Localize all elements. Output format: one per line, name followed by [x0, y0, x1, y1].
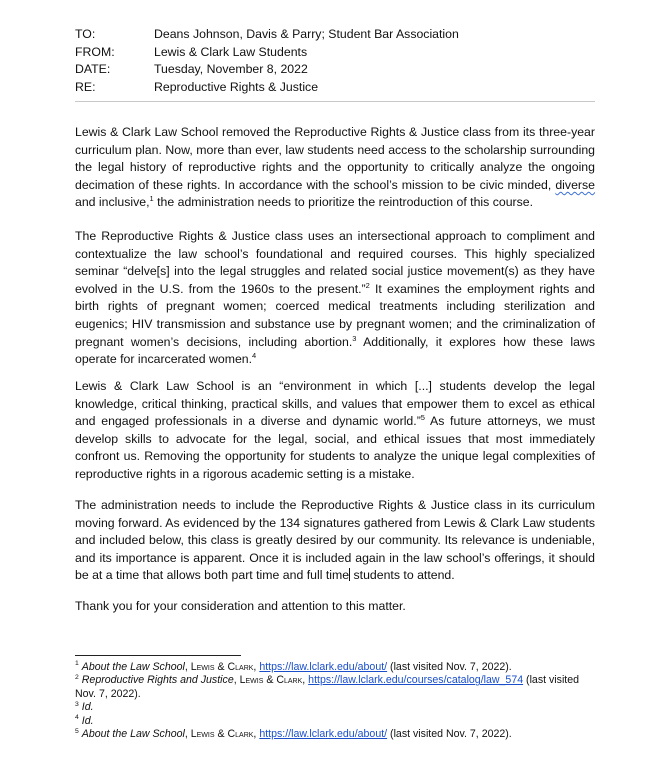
footnote-ref-1[interactable]: 1 — [149, 194, 154, 204]
footnote-separator — [75, 655, 241, 656]
footnotes — [75, 661, 595, 741]
footnote-ref-4[interactable]: 4 — [252, 351, 257, 361]
header-divider — [75, 101, 595, 102]
footnote-1: $^1$ About the Law School, Lewis & Clark, https://law.lclark.edu/about/ (last visited Nov. 7, 2022). — [75, 660, 512, 673]
footnote-2: $^2$ Reproductive Rights and Justice, Lewis & Clark, https://law.lclark.edu/courses/catalog/law_574 (last visited Nov. 7, 2022). — [75, 673, 580, 700]
memo-header — [75, 26, 595, 96]
paragraph-2-text-b: It examines the employment rights and birth rights of pregnant women; coerced medical treatments including sterilization and eugenics; HIV transmission and substance use by pregnant women; and the criminalization of pregnant women’s decisions, including abortion. — [75, 281, 595, 349]
memo-to-label: TO: — [75, 27, 96, 41]
footnote-1-link[interactable]: https://law.lclark.edu/about/ — [259, 661, 388, 673]
footnote-ref-5[interactable]: 5 — [420, 413, 425, 423]
paragraph-4[interactable] — [75, 497, 595, 585]
memo-from-label: FROM: — [75, 44, 115, 59]
footnote-2-link[interactable]: https://law.lclark.edu/courses/catalog/law_574 — [308, 674, 524, 687]
footnote-4: $^4$ Id. — [75, 714, 94, 727]
paragraph-2[interactable] — [75, 228, 595, 369]
paragraph-5[interactable] — [75, 598, 595, 616]
paragraph-3-text-a: Lewis & Clark Law School is an “environment in which [...] students develop the legal knowledge, critical thinking, practical skills, and values that empower them to excel as ethical and engaged professionals in a diverse and dynamic world.” — [75, 379, 595, 429]
paragraph-4-text-b: students to attend. — [350, 568, 455, 583]
spellcheck-flagged-word[interactable]: diverse — [555, 177, 595, 192]
footnote-ref-2[interactable]: 2 — [365, 280, 370, 290]
paragraph-4-text-a: The administration needs to include the Reproductive Rights & Justice class in its curriculum moving forward. As evidenced by the 134 signatures gathered from Lewis & Clark Law students and included below, this class is greatly desired by our community. Its relevance is undeniable, and its importance is apparent. Once it is included again in the law school’s offerings, it should be at a time that allows both part time and full time — [75, 498, 595, 583]
paragraph-2-text-a: The Reproductive Rights & Justice class uses an intersectional approach to compliment and contextualize the law school’s foundational and required courses. This highly specialized seminar “delve[s] into the legal struggles and related social justice movement(s) as they have evolved in the U.S. from the 1960s to the present.” — [75, 229, 595, 296]
paragraph-1-text-c: the administration needs to prioritize the reintroduction of this course. — [153, 195, 534, 210]
paragraph-3-text-b: As future attorneys, we must develop skills to advocate for the legal, social, and ethical issues that most immediately confront us. Removing the opportunity for students to analyze the unique legal complexities of reproductive rights in a rigorous academic setting is a mistake. — [75, 414, 596, 481]
footnote-5: $^5$ About the Law School, Lewis & Clark, https://law.lclark.edu/about/ (last visited Nov. 7, 2022). — [75, 727, 512, 741]
footnote-ref-3[interactable]: 3 — [352, 333, 357, 343]
memo-date-row — [75, 61, 595, 79]
memo-from-value: Lewis & Clark Law Students — [154, 44, 308, 59]
memo-re-label: RE: — [75, 79, 96, 94]
paragraph-1-text-a: Lewis & Clark Law School removed the Reproductive Rights & Justice class from its three-year curriculum plan. Now, more than ever, law students need access to the scholarship surrounding the legal history of reproductive rights and the opportunity to critically analyze the ongoing decimation of these rights. In accordance with the school’s mission to be civic minded, — [75, 125, 595, 192]
memo-date-value: Tuesday, November 8, 2022 — [154, 62, 308, 76]
paragraph-2-text-c: Additionally, it explores how these laws operate for incarcerated women. — [75, 334, 595, 367]
memo-re-value: Reproductive Rights & Justice — [154, 79, 319, 94]
paragraph-1[interactable] — [75, 124, 595, 212]
memo-re-row — [75, 79, 595, 97]
footnote-3: $^3$ Id. — [75, 700, 94, 714]
paragraph-3[interactable] — [75, 378, 595, 484]
paragraph-1-text-b: and inclusive, — [75, 195, 150, 210]
paragraph-5-text: Thank you for your consideration and attention to this matter. — [75, 599, 406, 613]
memo-to-value: Deans Johnson, Davis & Parry; Student Bar Association — [154, 27, 459, 41]
memo-date-label: DATE: — [75, 62, 111, 76]
footnote-5-link[interactable]: https://law.lclark.edu/about/ — [259, 728, 388, 741]
memo-to-row — [75, 26, 595, 44]
memo-from-row — [75, 44, 595, 62]
